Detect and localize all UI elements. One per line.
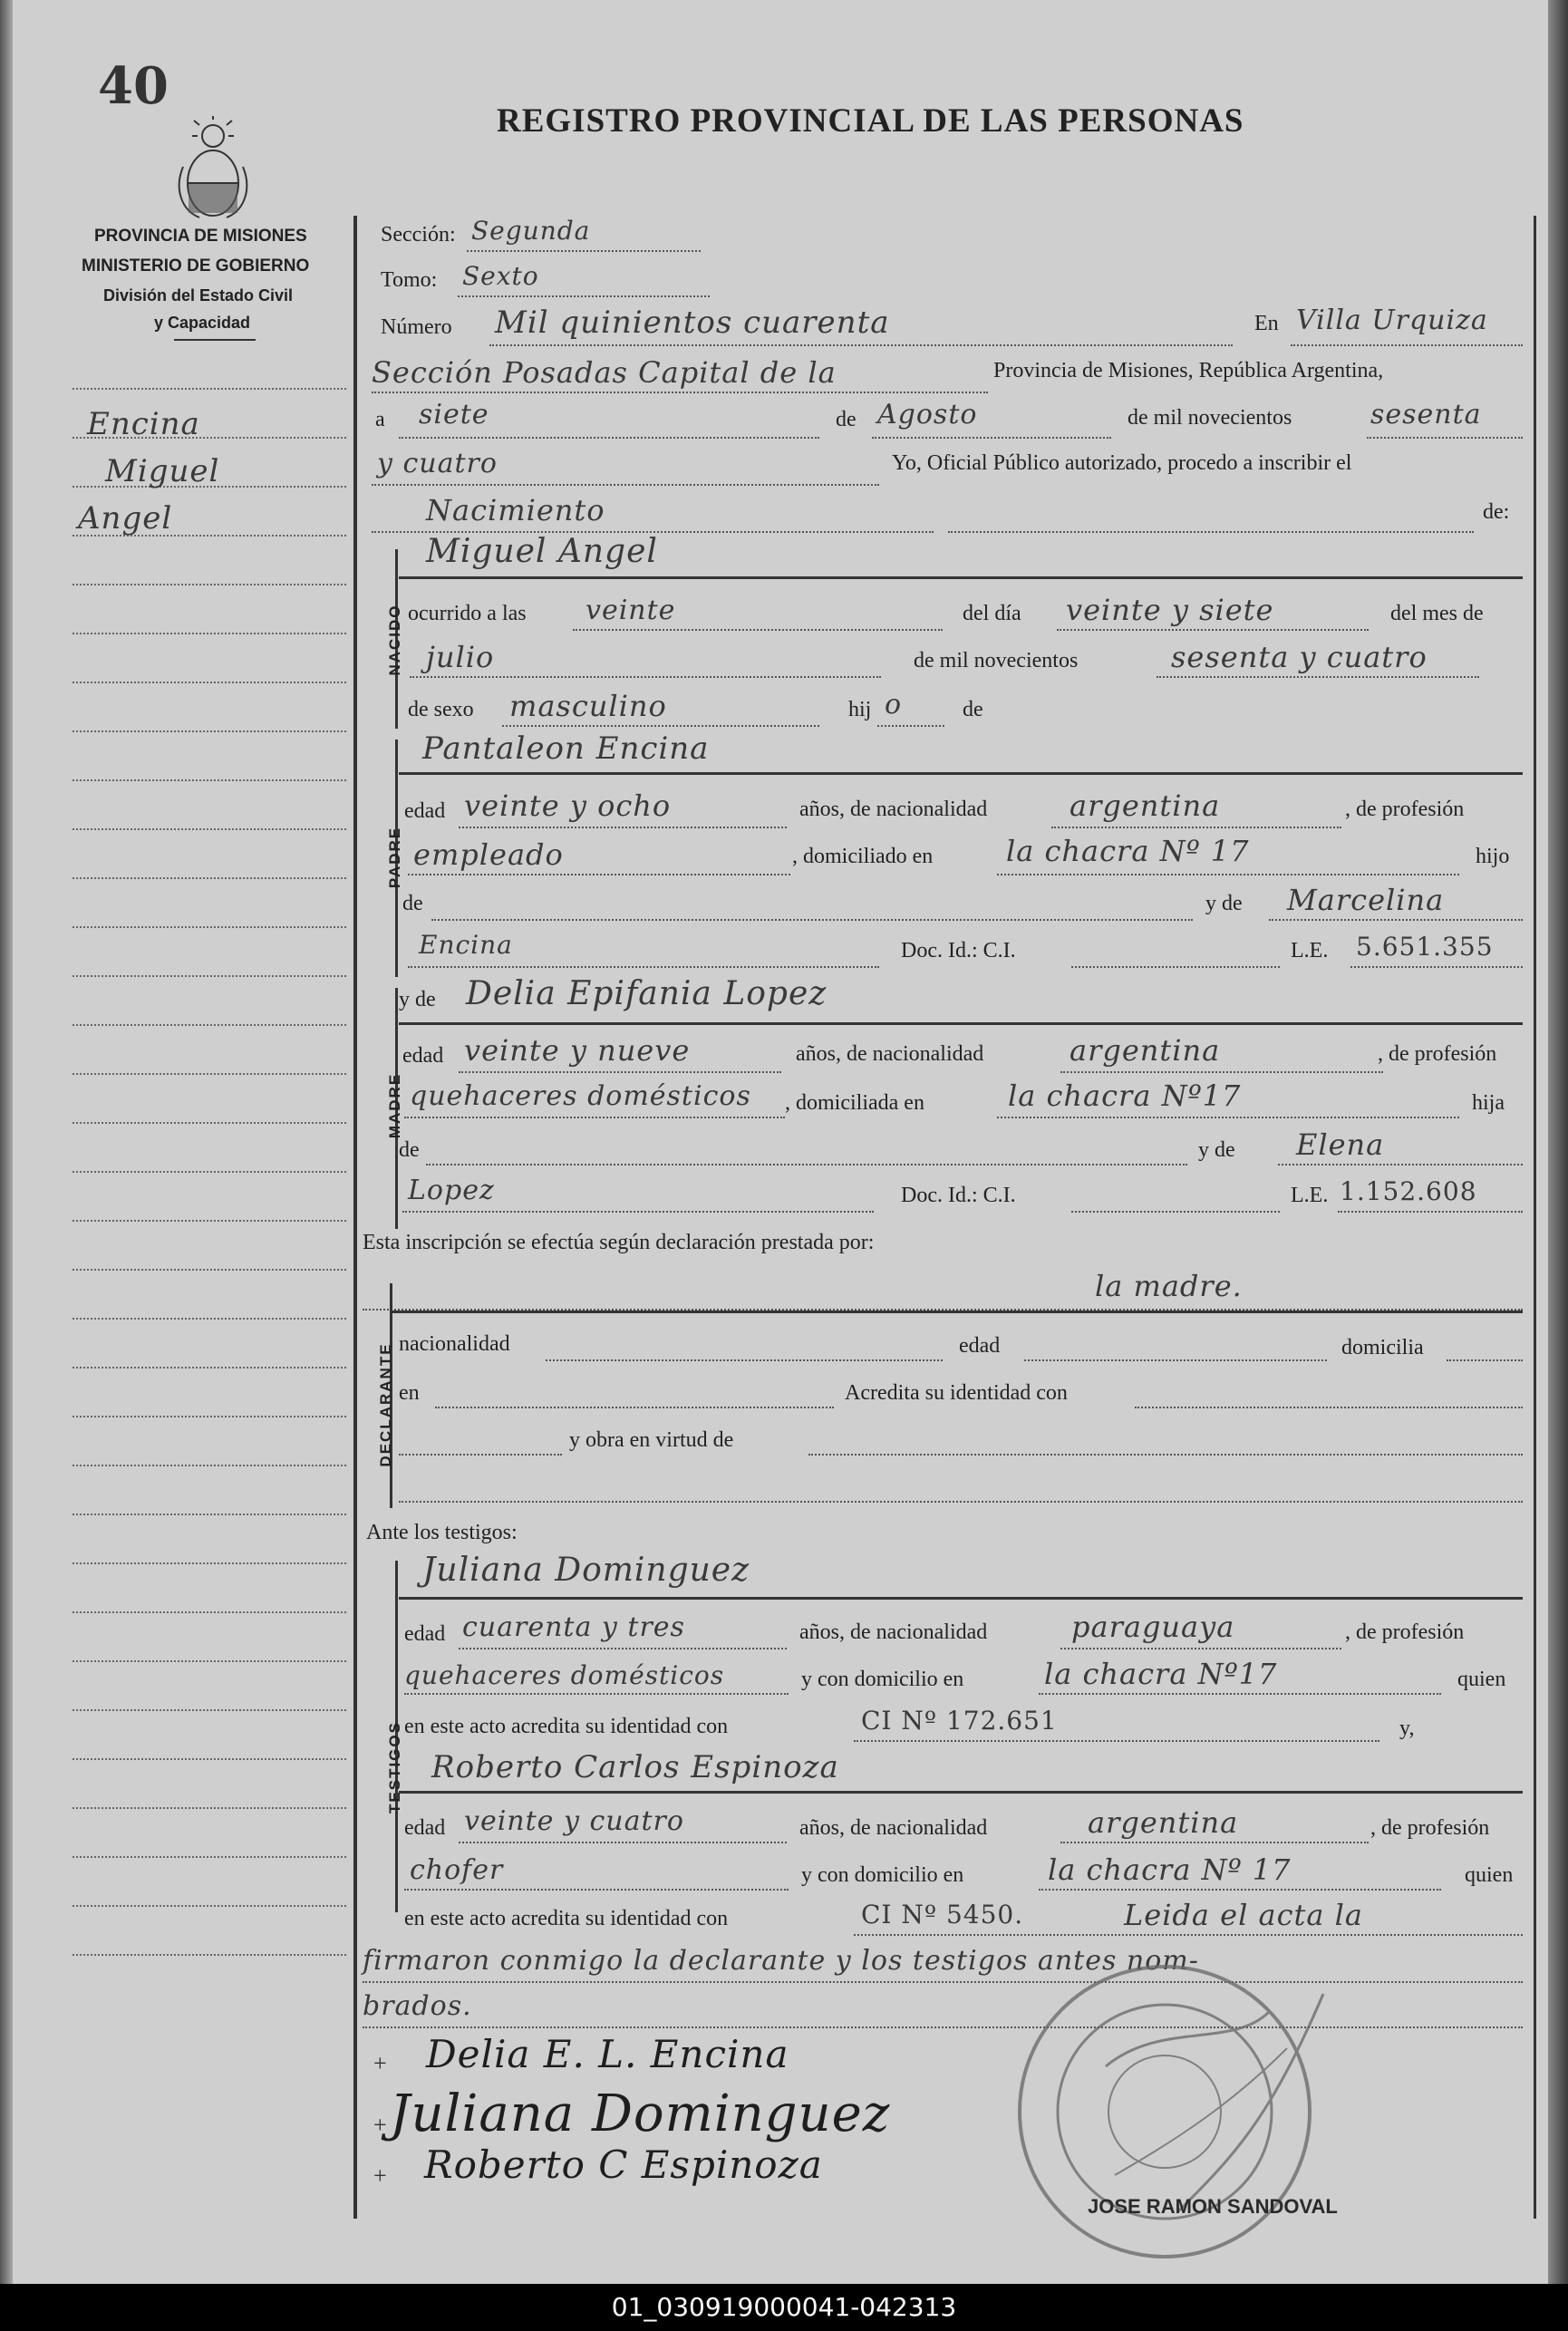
- issuer-underline: [174, 339, 256, 341]
- madre-nombre: Delia Epifania Lopez: [466, 975, 828, 1012]
- right-border: [1534, 216, 1536, 2219]
- en-value: Villa Urquiza: [1296, 305, 1488, 336]
- margin-ruled-line: [73, 779, 346, 781]
- page-shadow-right: [1548, 0, 1568, 2284]
- nacido-label: NACIDO: [386, 604, 403, 676]
- issuer-province: PROVINCIA DE MISIONES: [94, 227, 307, 246]
- declarante-edad-line: [1024, 1359, 1327, 1361]
- declarante-label: DECLARANTE: [377, 1342, 394, 1467]
- anio-value-2: y cuatro: [377, 448, 498, 479]
- closing-line-1: Leida el acta la: [1124, 1898, 1363, 1932]
- t2-nac-line: [1060, 1842, 1369, 1843]
- t2-prof-line: [404, 1889, 789, 1891]
- margin-ruled-line: [73, 1954, 346, 1956]
- t1-edad-label: edad: [404, 1622, 446, 1646]
- margin-ruled-line: [73, 1122, 346, 1124]
- madre-dom-label: , domiciliada en: [785, 1091, 924, 1115]
- madre-de-line: [426, 1164, 1187, 1166]
- issuer-capacity: y Capacidad: [154, 314, 251, 332]
- page-shadow-left: [0, 0, 13, 2284]
- t2-edad-line: [459, 1842, 787, 1843]
- numero-line: [489, 344, 1233, 346]
- margin-ruled-line: [73, 682, 346, 683]
- margin-ruled-line: [73, 1856, 346, 1858]
- page-number: 40: [98, 56, 169, 116]
- t2-quien-label: quien: [1465, 1863, 1514, 1887]
- dia-nac-line: [1057, 629, 1369, 631]
- madre-domicilio: la chacra Nº17: [1008, 1078, 1242, 1113]
- madre-prof-line: [404, 1117, 785, 1118]
- t2-ci-line: [854, 1934, 1523, 1936]
- de-colon-label: de:: [1483, 500, 1510, 524]
- declarante-edad-label: edad: [959, 1334, 1001, 1358]
- coat-of-arms-icon: [172, 116, 254, 223]
- t2-nacionalidad: argentina: [1088, 1805, 1239, 1840]
- padre-le-line: [1350, 966, 1523, 968]
- image-id-footer: 01_030919000041-042313: [0, 2284, 1568, 2331]
- margin-note-surname: Encina: [87, 406, 200, 442]
- dia-value: siete: [419, 399, 489, 430]
- declarante-obra-pre-line: [399, 1454, 562, 1456]
- closing-line-2: firmaron conmigo la declarante y los testigos antes nom-: [363, 1945, 1199, 1977]
- t2-dom-line: [1039, 1889, 1441, 1891]
- mes-nac-line: [410, 676, 881, 678]
- t1-ci-line: [854, 1740, 1379, 1742]
- margin-note-name2: Angel: [78, 500, 173, 537]
- declarante-acredita-label: Acredita su identidad con: [845, 1381, 1068, 1405]
- padre-nac-line: [1051, 827, 1341, 828]
- declarante-value: la madre.: [1095, 1269, 1243, 1303]
- anio-nac-line: [1157, 676, 1479, 678]
- t1-domicilio: la chacra Nº17: [1044, 1657, 1278, 1691]
- closing-line-3: brados.: [363, 1990, 472, 2022]
- declarante-extra-line: [399, 1501, 1523, 1503]
- madre-hija-label: hija: [1472, 1091, 1505, 1115]
- margin-ruled-line: [73, 1611, 346, 1613]
- padre-yde-label: y de: [1205, 892, 1243, 915]
- padre-hijo-label: hijo: [1476, 845, 1510, 868]
- madre-edad-line: [459, 1071, 781, 1073]
- madre-madre-line: [1278, 1164, 1523, 1166]
- declarante-acredita-line: [1135, 1407, 1523, 1408]
- madre-le-line: [1338, 1211, 1523, 1213]
- padre-le-label: L.E.: [1291, 939, 1329, 962]
- t2-prof-label: , de profesión: [1370, 1816, 1490, 1840]
- mes-line: [872, 437, 1111, 439]
- madre-apellido: Lopez: [408, 1175, 495, 1206]
- madre-doc-line: [1071, 1211, 1280, 1213]
- dia-nac-value: veinte y siete: [1066, 593, 1274, 627]
- padre-prof-line: [408, 874, 790, 875]
- margin-ruled-line: [73, 828, 346, 830]
- margin-ruled-line: [73, 1758, 346, 1760]
- en-line: [1291, 344, 1523, 346]
- padre-dom-line: [997, 874, 1459, 875]
- signature-testigo-2: Roberto C Espinoza: [424, 2142, 823, 2187]
- madre-doc-label: Doc. Id.: C.I.: [901, 1184, 1016, 1207]
- t2-nac-label: años, de nacionalidad: [799, 1816, 988, 1840]
- padre-madre-line: [1269, 919, 1523, 921]
- t1-nacionalidad: paraguaya: [1071, 1610, 1235, 1644]
- margin-separator: [353, 216, 357, 2219]
- padre-nac-label: años, de nacionalidad: [799, 798, 988, 821]
- sexo-value: masculino: [509, 689, 667, 723]
- ante-testigos-label: Ante los testigos:: [366, 1521, 518, 1544]
- declarante-obra-label: y obra en virtud de: [569, 1428, 734, 1452]
- madre-le-label: L.E.: [1291, 1184, 1329, 1207]
- margin-ruled-line: [73, 1709, 346, 1711]
- madre-edad: veinte y nueve: [464, 1033, 691, 1068]
- padre-profesion: empleado: [413, 837, 564, 872]
- del-dia-label: del día: [963, 602, 1021, 625]
- t2-acredita-label: en este acto acredita su identidad con: [404, 1907, 729, 1930]
- t1-nac-label: años, de nacionalidad: [799, 1620, 988, 1644]
- margin-ruled-line: [73, 975, 346, 977]
- padre-label: PADRE: [386, 826, 403, 889]
- tomo-value: Sexto: [462, 261, 539, 291]
- hij-line: [877, 725, 944, 727]
- padre-nacionalidad: argentina: [1070, 788, 1221, 823]
- t1-dom-label: y con domicilio en: [801, 1668, 964, 1691]
- t2-domicilio: la chacra Nº 17: [1048, 1852, 1292, 1887]
- t1-nac-line: [1060, 1648, 1341, 1649]
- t1-edad: cuarenta y tres: [462, 1611, 685, 1643]
- margin-ruled-line: [73, 1807, 346, 1809]
- madre-dom-line: [997, 1117, 1459, 1118]
- anio2-line: [372, 484, 879, 486]
- numero-value: Mil quinientos cuarenta: [495, 305, 890, 341]
- signature-declarante: Delia E. L. Encina: [426, 2032, 789, 2076]
- tomo-label: Tomo:: [381, 268, 438, 292]
- margin-ruled-line: [73, 584, 346, 585]
- margin-ruled-line: [73, 1514, 346, 1515]
- padre-doc-line: [1071, 966, 1280, 968]
- margin-ruled-line: [73, 1465, 346, 1466]
- padre-apellido: Encina: [419, 930, 513, 960]
- a-label: a: [375, 408, 385, 431]
- declarante-obra-line: [808, 1454, 1523, 1456]
- testigo2-nombre: Roberto Carlos Espinoza: [431, 1749, 839, 1785]
- ocurrido-label: ocurrido a las: [408, 602, 527, 625]
- padre-nombre: Pantaleon Encina: [422, 730, 710, 767]
- margin-ruled-line: [73, 1220, 346, 1222]
- seccion-line: [467, 250, 701, 252]
- nacido-nombre: Miguel Angel: [426, 533, 658, 570]
- margin-ruled-line: [73, 1024, 346, 1026]
- testigos-label: TESTIGOS: [386, 1721, 403, 1814]
- margin-note-name1: Miguel: [105, 453, 220, 489]
- madre-prof-label: , de profesión: [1378, 1042, 1497, 1066]
- signature-mark-1: +: [373, 2050, 387, 2076]
- margin-ruled-line: [73, 1660, 346, 1662]
- madre-nac-label: años, de nacionalidad: [796, 1042, 984, 1066]
- de-label: de: [836, 408, 857, 431]
- padre-edad-label: edad: [404, 799, 446, 823]
- hora-value: veinte: [586, 595, 676, 626]
- t2-ci: CI Nº 5450.: [861, 1900, 1024, 1930]
- anio-nac-value: sesenta y cuatro: [1171, 640, 1428, 674]
- declarante-top-line: [390, 1311, 1523, 1313]
- madre-de-label: de: [399, 1138, 420, 1162]
- sexo-label: de sexo: [408, 698, 474, 721]
- mil-nac-label: de mil novecientos: [914, 649, 1079, 672]
- declarante-dom-label: domicilia: [1341, 1336, 1424, 1359]
- testigo2-nombre-line: [399, 1791, 1523, 1794]
- del-mes-label: del mes de: [1390, 602, 1484, 625]
- declarante-nac-label: nacionalidad: [399, 1332, 510, 1356]
- signature-mark-3: +: [373, 2162, 387, 2189]
- t1-acredita-label: en este acto acredita su identidad con: [404, 1715, 729, 1738]
- t1-y-label: y,: [1399, 1717, 1415, 1740]
- hij-suffix: o: [885, 689, 903, 721]
- madre-nac-line: [1060, 1071, 1383, 1073]
- mil-label: de mil novecientos: [1128, 406, 1292, 430]
- page-title: REGISTRO PROVINCIAL DE LAS PERSONAS: [497, 102, 1244, 140]
- madre-edad-label: edad: [402, 1044, 444, 1068]
- margin-ruled-line: [73, 388, 346, 390]
- madre-apellido-line: [402, 1211, 874, 1213]
- testigo1-nombre-line: [399, 1597, 1523, 1600]
- official-seal-name: JOSE RAMON SANDOVAL: [1088, 2195, 1338, 2218]
- padre-domicilio: la chacra Nº 17: [1006, 834, 1250, 868]
- madre-nacionalidad: argentina: [1070, 1033, 1221, 1068]
- margin-ruled-line: [73, 1367, 346, 1369]
- t1-edad-line: [459, 1648, 787, 1649]
- padre-apellido-line: [408, 966, 879, 968]
- padre-edad-line: [459, 827, 787, 828]
- oficial-text: Yo, Oficial Público autorizado, procedo a inscribir el: [892, 451, 1352, 475]
- declarante-en-label: en: [399, 1381, 420, 1405]
- t1-quien-label: quien: [1457, 1668, 1506, 1691]
- margin-ruled-line: [73, 1269, 346, 1271]
- margin-ruled-line: [73, 1073, 346, 1075]
- issuer-ministry: MINISTERIO DE GOBIERNO: [82, 256, 310, 276]
- margin-ruled-line: [73, 730, 346, 732]
- t2-edad: veinte y cuatro: [464, 1805, 684, 1837]
- declarante-dom-line: [1447, 1359, 1523, 1361]
- t1-prof-label: , de profesión: [1345, 1620, 1465, 1644]
- nacido-de-label: de: [963, 698, 983, 721]
- padre-edad: veinte y ocho: [464, 788, 672, 823]
- t1-ci: CI Nº 172.651: [861, 1706, 1058, 1736]
- localidad-value: Sección Posadas Capital de la: [372, 355, 837, 390]
- sexo-line: [502, 725, 819, 727]
- nacido-nombre-line: [399, 576, 1523, 579]
- padre-de-line: [431, 919, 1193, 921]
- en-label: En: [1254, 312, 1279, 335]
- mes-nac-value: julio: [426, 640, 495, 674]
- localidad-line: [372, 392, 988, 393]
- signature-mark-2: +: [373, 2112, 387, 2138]
- signature-testigo-1: Juliana Dominguez: [390, 2084, 891, 2143]
- mes-value: Agosto: [877, 399, 978, 430]
- acto-line-2: [948, 531, 1474, 533]
- madre-madre-de: Elena: [1296, 1127, 1385, 1162]
- madre-nombre-line: [399, 1022, 1523, 1025]
- madre-le: 1.152.608: [1340, 1176, 1477, 1206]
- padre-prof-label: , de profesión: [1345, 798, 1465, 821]
- anio-line: [1367, 437, 1523, 439]
- margin-ruled-line: [73, 1318, 346, 1320]
- madre-yde-label: y de: [399, 988, 436, 1011]
- numero-label: Número: [381, 315, 452, 339]
- issuer-division: División del Estado Civil: [103, 286, 294, 305]
- margin-ruled-line: [73, 1171, 346, 1173]
- t1-dom-line: [1039, 1693, 1441, 1695]
- declarante-en-line: [435, 1407, 834, 1408]
- acto-value: Nacimiento: [426, 493, 605, 527]
- margin-ruled-line: [73, 926, 346, 928]
- margin-ruled-line: [73, 877, 346, 879]
- margin-ruled-line: [73, 1562, 346, 1564]
- testigo1-nombre: Juliana Dominguez: [422, 1552, 750, 1589]
- padre-madre-de: Marcelina: [1287, 883, 1445, 917]
- padre-nombre-line: [399, 772, 1523, 775]
- t2-dom-label: y con domicilio en: [801, 1863, 964, 1887]
- margin-ruled-line: [73, 1416, 346, 1417]
- declarante-nac-line: [546, 1359, 943, 1361]
- margin-ruled-line: [73, 1905, 346, 1907]
- padre-dom-label: , domiciliado en: [792, 845, 934, 868]
- t2-profesion: chofer: [410, 1854, 504, 1886]
- provincia-text: Provincia de Misiones, República Argentina,: [993, 359, 1384, 382]
- madre-yde2-label: y de: [1198, 1138, 1235, 1162]
- margin-ruled-line: [73, 633, 346, 634]
- t1-prof-line: [404, 1693, 789, 1695]
- hora-line: [573, 629, 943, 631]
- seccion-label: Sección:: [381, 223, 456, 247]
- padre-le: 5.651.355: [1356, 932, 1494, 962]
- seccion-value: Segunda: [471, 216, 591, 246]
- t1-profesion: quehaceres domésticos: [404, 1660, 725, 1690]
- madre-profesion: quehaceres domésticos: [410, 1080, 751, 1112]
- padre-de-label: de: [402, 892, 423, 915]
- anio-value: sesenta: [1370, 399, 1482, 430]
- t2-edad-label: edad: [404, 1816, 446, 1840]
- dia-line: [399, 437, 819, 439]
- hij-label: hij: [848, 698, 872, 721]
- tomo-line: [458, 295, 710, 297]
- declaracion-text: Esta inscripción se efectúa según declaración prestada por:: [363, 1231, 875, 1254]
- padre-doc-label: Doc. Id.: C.I.: [901, 939, 1016, 962]
- madre-label: MADRE: [386, 1072, 403, 1139]
